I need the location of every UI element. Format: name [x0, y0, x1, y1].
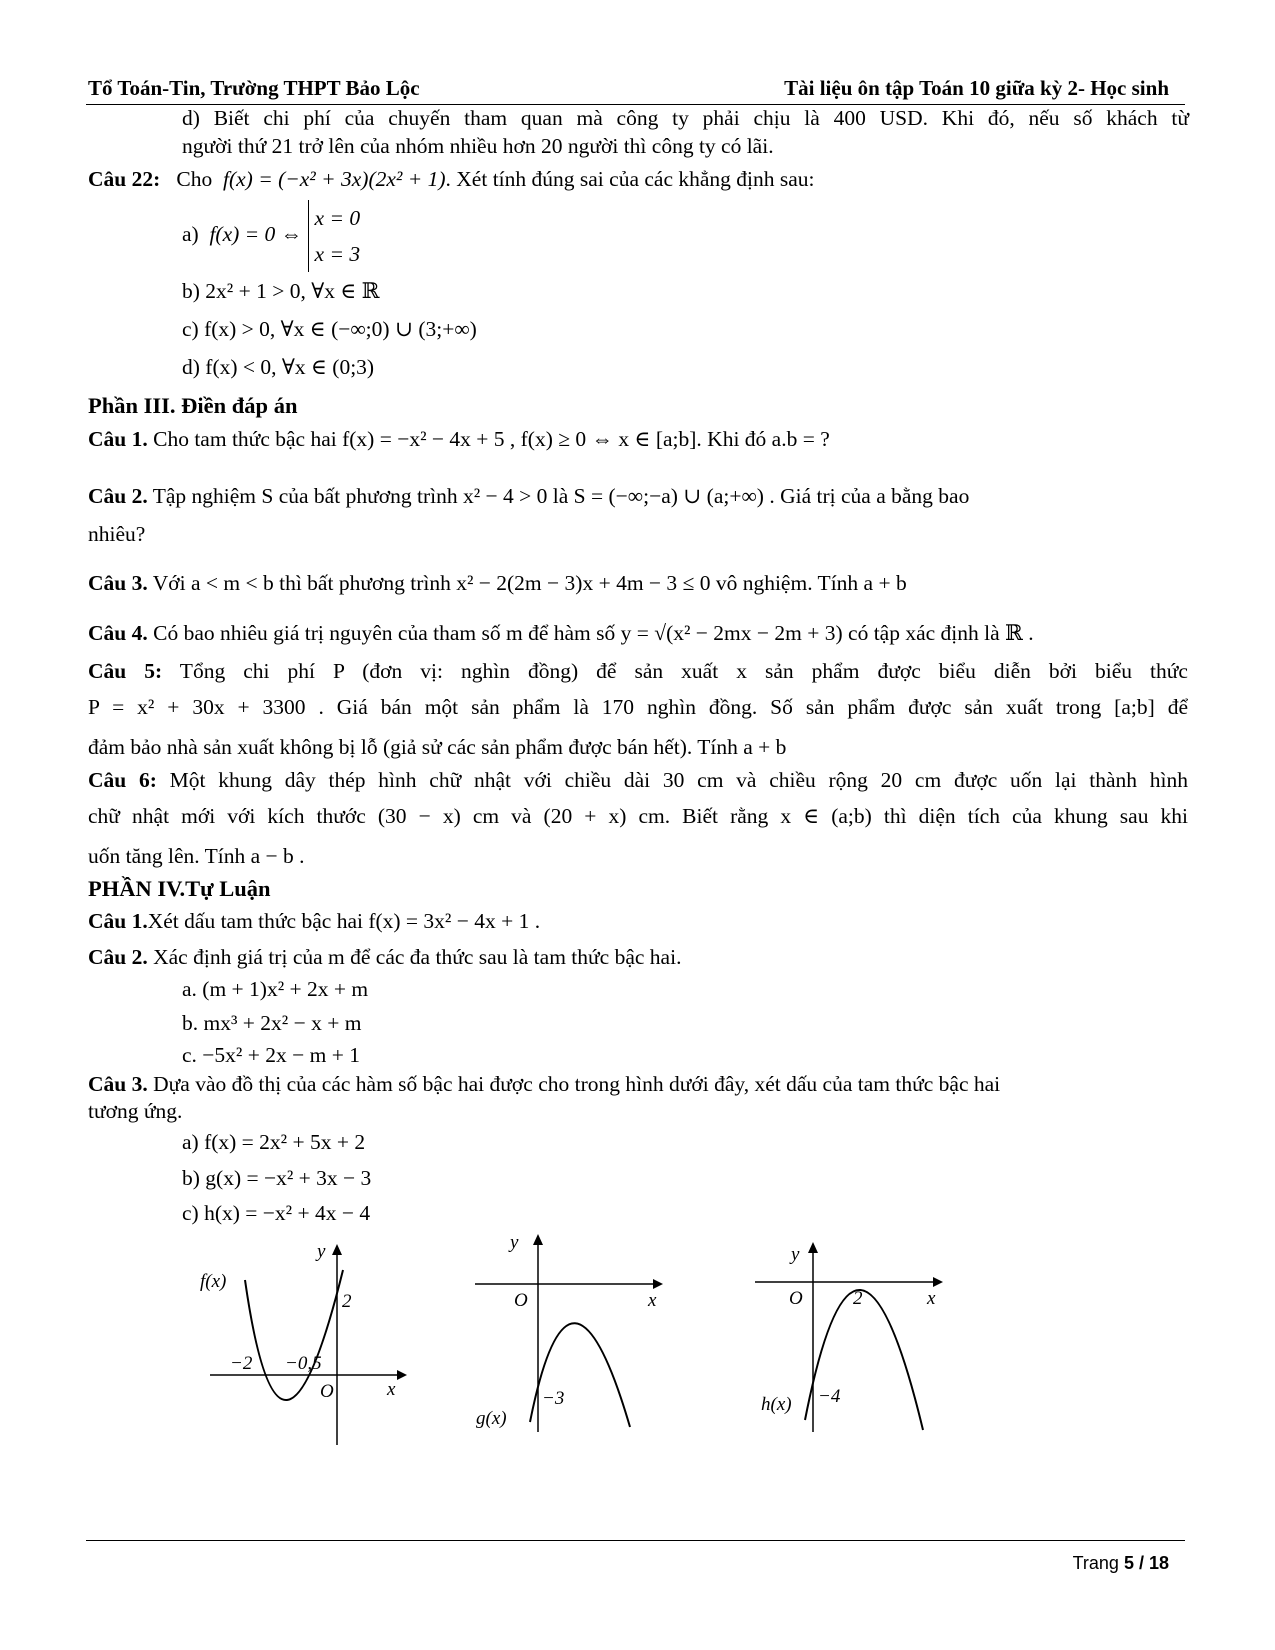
p3-q1-label: Câu 1. [88, 427, 148, 451]
graph-g-y-arrow [533, 1234, 543, 1245]
p3-q4-label: Câu 4. [88, 621, 148, 645]
q22-stem [88, 166, 815, 192]
p3-q1-text: Cho tam thức bậc hai f(x) = −x² − 4x + 5 , f(x) ≥ 0 ⇔ x ∈ [a;b]. Khi đó a.b = ? [147, 427, 830, 451]
q22-a-case1: x = 0 [314, 206, 361, 230]
graph-h-vertex: 2 [853, 1288, 863, 1309]
q21-d-line1: d) Biết chi phí của chuyến tham quan mà công ty phải chịu là 400 USD. Khi đó, nếu số khách từ [182, 106, 1189, 130]
p4-q3-c: c) h(x) = −x² + 4x − 4 [182, 1201, 371, 1225]
p3-q2-line2: nhiêu? [88, 522, 146, 546]
p3-q2-label: Câu 2. [88, 484, 148, 508]
graph-f-x-arrow [397, 1370, 407, 1380]
graph-h-y-label: y [791, 1244, 800, 1265]
q22-a-bracket [308, 200, 361, 272]
q21-d-line2: người thứ 21 trở lên của nhóm nhiều hơn 20 người thì công ty có lãi. [182, 134, 774, 158]
p4-q3-label: Câu 3. [88, 1072, 148, 1096]
p3-q3 [88, 570, 907, 596]
p4-q1 [88, 908, 540, 934]
p3-q6-label: Câu 6: [88, 768, 157, 792]
graph-f [195, 1235, 425, 1450]
p3-q6-line1 [88, 767, 1188, 793]
part4-title: PHẦN IV.Tự Luận [88, 876, 271, 901]
p4-q2-a: a. (m + 1)x² + 2x + m [182, 977, 369, 1001]
p3-q6-line2: chữ nhật mới với kích thước (30 − x) cm và (20 + x) cm. Biết rằng x ∈ (a;b) thì diện tích của khung sau khi [88, 804, 1188, 828]
graph-h-curve [805, 1290, 923, 1430]
p3-q5-line1 [88, 658, 1188, 684]
p4-q2-text: Xác định giá trị của m để các đa thức sau là tam thức bậc hai. [147, 945, 682, 969]
p3-q2 [88, 483, 969, 509]
p4-q2-c: c. −5x² + 2x − m + 1 [182, 1043, 360, 1067]
graph-h-label: h(x) [761, 1394, 792, 1415]
p4-q1-label: Câu 1. [88, 909, 148, 933]
graph-h-origin: O [789, 1288, 803, 1309]
p3-q3-text: Với a < m < b thì bất phương trình x² − 2(2m − 3)x + 4m − 3 ≤ 0 vô nghiệm. Tính a + b [147, 571, 907, 595]
p4-q3-a: a) f(x) = 2x² + 5x + 2 [182, 1130, 366, 1154]
page-number [1073, 1553, 1169, 1574]
graph-f-x-label: x [387, 1379, 396, 1400]
q22-formula: f(x) = (−x² + 3x)(2x² + 1) [223, 167, 446, 191]
graph-g [470, 1232, 670, 1442]
part3-title: Phần III. Điền đáp án [88, 393, 298, 418]
graph-g-x-arrow [653, 1279, 663, 1289]
p3-q2-text: Tập nghiệm S của bất phương trình x² − 4 > 0 là S = (−∞;−a) ∪ (a;+∞) . Giá trị của a bằng bao [147, 484, 970, 508]
p4-q2-label: Câu 2. [88, 945, 148, 969]
q22-option-b: b) 2x² + 1 > 0, ∀x ∈ ℝ [182, 279, 380, 303]
q22-a-lhs: f(x) = 0 ⇔ [209, 221, 303, 246]
q22-option-d: d) f(x) < 0, ∀x ∈ (0;3) [182, 355, 375, 379]
graph-g-label: g(x) [476, 1408, 507, 1429]
p4-q2 [88, 944, 681, 970]
p4-q3 [88, 1071, 1000, 1097]
graph-g-curve [530, 1323, 630, 1427]
graph-f-root2: −0,5 [285, 1353, 322, 1374]
graph-g-intercept: −3 [542, 1388, 565, 1409]
p3-q3-label: Câu 3. [88, 571, 148, 595]
p4-q3-line2: tương ứng. [88, 1099, 183, 1123]
p4-q1-text: Xét dấu tam thức bậc hai f(x) = 3x² − 4x + 1 . [147, 909, 541, 933]
graph-f-label: f(x) [200, 1271, 227, 1292]
graph-h-x-label: x [927, 1288, 936, 1309]
graph-h [755, 1240, 955, 1440]
header-school: Tổ Toán-Tin, Trường THPT Bảo Lộc [88, 76, 420, 100]
q22-prompt-b: . Xét tính đúng sai của các khẳng định sau: [445, 167, 815, 191]
graph-g-origin: O [514, 1290, 528, 1311]
q22-a-label: a) [182, 221, 199, 246]
graph-f-intercept: 2 [342, 1291, 352, 1312]
p3-q4-text: Có bao nhiêu giá trị nguyên của tham số m để hàm số y = √(x² − 2mx − 2m + 3) có tập xác định là ℝ . [147, 621, 1034, 645]
graph-h-y-arrow [808, 1242, 818, 1253]
p4-q3-b: b) g(x) = −x² + 3x − 3 [182, 1166, 372, 1190]
p4-q3-text: Dựa vào đồ thị của các hàm số bậc hai được cho trong hình dưới đây, xét dấu của tam thức bậc hai [147, 1072, 1001, 1096]
footer-divider [86, 1540, 1185, 1541]
graph-g-x-label: x [648, 1290, 657, 1311]
graph-h-intercept: −4 [818, 1386, 841, 1407]
graph-f-y-label: y [317, 1241, 326, 1262]
p3-q5-line2: P = x² + 30x + 3300 . Giá bán một sản phẩm là 170 nghìn đồng. Số sản phẩm được sản xuất trong [a;b] để [88, 695, 1188, 719]
p3-q5-label: Câu 5: [88, 659, 163, 683]
q22-option-c: c) f(x) > 0, ∀x ∈ (−∞;0) ∪ (3;+∞) [182, 317, 477, 341]
p4-q2-b: b. mx³ + 2x² − x + m [182, 1011, 362, 1035]
p3-q4 [88, 620, 1034, 646]
page-sep: / [1133, 1553, 1149, 1573]
q22-option-a [182, 200, 360, 272]
q22-prompt-a: Cho [176, 167, 213, 191]
graph-h-x-arrow [933, 1277, 943, 1287]
page-current: 5 [1123, 1553, 1134, 1573]
page-total: 18 [1148, 1553, 1169, 1573]
q22-label: Câu 22: [88, 167, 161, 191]
graph-f-y-arrow [332, 1244, 342, 1255]
header-title: Tài liệu ôn tập Toán 10 giữa kỳ 2- Học sinh [784, 76, 1169, 100]
p3-q1 [88, 426, 830, 452]
graph-g-y-label: y [510, 1232, 519, 1253]
p3-q6-text1: Một khung dây thép hình chữ nhật với chiều dài 30 cm và chiều rộng 20 cm được uốn lại thành hình [156, 768, 1188, 792]
p3-q6-line3: uốn tăng lên. Tính a − b . [88, 844, 305, 868]
p3-q5-text1: Tổng chi phí P (đơn vị: nghìn đồng) để sản xuất x sản phẩm được biểu diễn bởi biểu thức [162, 659, 1188, 683]
graph-f-root1: −2 [230, 1353, 253, 1374]
graph-f-origin: O [320, 1381, 334, 1402]
p3-q5-line3: đảm bảo nhà sản xuất không bị lỗ (giả sử các sản phẩm được bán hết). Tính a + b [88, 735, 787, 759]
q22-a-case2: x = 3 [314, 242, 361, 266]
page-prefix: Trang [1072, 1553, 1124, 1573]
